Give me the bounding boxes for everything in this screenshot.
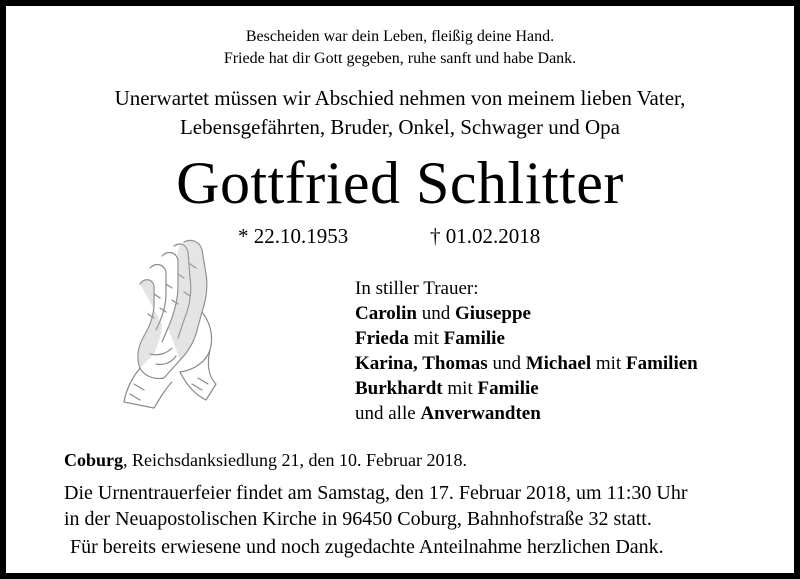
intro-text [6,84,794,142]
family-label: Familie [477,378,539,399]
mourner-name: Giuseppe [454,303,531,324]
verse [6,26,794,70]
family-label: Familie [443,328,505,349]
intro-line-1: Unerwartet müssen wir Abschied nehmen von meinem lieben Vater, [114,86,686,110]
praying-hands-icon [114,234,224,414]
address-date: , Reichsdanksiedlung 21, den 10. Februar 2018. [123,450,467,470]
ceremony-info [64,480,688,532]
mourner-line-1 [355,301,698,326]
intro-line-2: Lebensgefährten, Bruder, Onkel, Schwager und Opa [179,115,620,139]
mourner-line-3 [355,351,698,376]
mourner-name: Burkhardt [355,378,443,399]
connector-text: und [416,303,455,324]
ceremony-line-2: in der Neuapostolischen Kirche in 96450 Coburg, Bahnhofstraße 32 statt. [64,508,652,530]
verse-line-1: Bescheiden war dein Leben, fleißig deine Hand. [245,28,555,45]
birth-date: * 22.10.1953 [238,224,349,248]
mourner-line-5 [355,401,698,426]
connector-text: und alle [355,403,421,424]
connector-text: mit [591,353,626,374]
family-label: Familien [625,353,698,374]
mourner-name: Carolin [355,303,417,324]
mourners-list [355,276,698,426]
relatives-label: Anverwandten [420,403,541,424]
mourner-line-4 [355,376,698,401]
city-name: Coburg [64,450,124,470]
death-date: † 01.02.2018 [430,224,541,248]
mourner-name: Karina, Thomas [355,353,488,374]
mourner-line-2 [355,326,698,351]
mourner-name: Michael [525,353,592,374]
mourners-heading: In stiller Trauer: [355,278,479,299]
verse-line-2: Friede hat dir Gott gegeben, ruhe sanft und habe Dank. [223,50,577,67]
place-date-line [64,450,467,471]
deceased-name: Gottfried Schlitter [176,150,624,216]
mourner-name: Frieda [355,328,409,349]
connector-text: und [487,353,526,374]
connector-text: mit [442,378,478,399]
connector-text: mit [408,328,444,349]
ceremony-line-1: Die Urnentrauerfeier findet am Samstag, den 17. Februar 2018, um 11:30 Uhr [64,482,688,504]
thanks-text: Für bereits erwiesene und noch zugedachte Anteilnahme herzlichen Dank. [70,536,664,558]
